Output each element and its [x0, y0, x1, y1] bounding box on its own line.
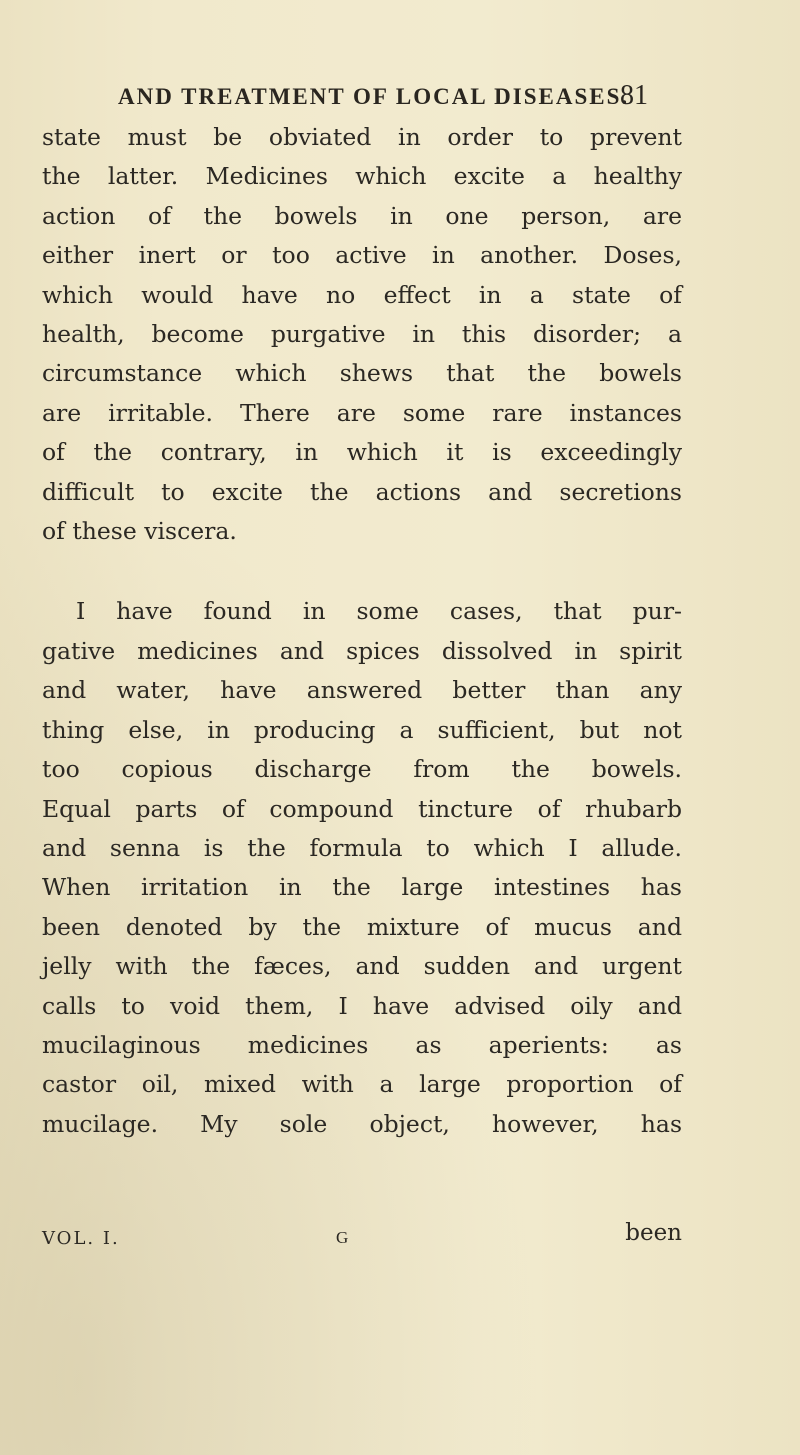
text-line: calls to void them, I have advised oily and [42, 991, 682, 1020]
text-line: circumstance which shews that the bowels [42, 359, 682, 388]
body-text [42, 118, 682, 1144]
text-line: I have found in some cases, that pur- [76, 597, 682, 626]
text-line: too copious discharge from the bowels. [42, 755, 682, 784]
text-line: difficult to excite the actions and secretions [42, 477, 682, 506]
text-line: of these viscera. [42, 517, 237, 546]
text-line: mucilaginous medicines as aperients: as [42, 1030, 682, 1059]
text-line: mucilage. My sole object, however, has [42, 1109, 682, 1138]
text-line: action of the bowels in one person, are [42, 201, 682, 230]
page-number: 81 [620, 80, 648, 111]
text-line: and water, have answered better than any [42, 676, 682, 705]
paragraph-spacer [42, 551, 682, 592]
text-line: thing else, in producing a sufficient, but not [42, 715, 682, 744]
signature-mark: G [336, 1228, 349, 1247]
text-line: jelly with the fæces, and sudden and urgent [42, 952, 682, 981]
text-line: are irritable. There are some rare instances [42, 398, 682, 427]
paragraph-1 [42, 118, 682, 551]
text-line: which would have no effect in a state of [42, 280, 682, 309]
text-line: Equal parts of compound tincture of rhubarb [42, 794, 682, 823]
text-line: castor oil, mixed with a large proportion of [42, 1070, 682, 1099]
text-line: gative medicines and spices dissolved in spirit [42, 636, 682, 665]
catchword: been [625, 1220, 682, 1246]
text-line: health, become purgative in this disorder; a [42, 320, 682, 349]
text-line: been denoted by the mixture of mucus and [42, 912, 682, 941]
paragraph-2 [42, 592, 682, 1144]
page-footer [42, 1222, 682, 1252]
text-line: of the contrary, in which it is exceedingly [42, 438, 682, 467]
text-line: and senna is the formula to which I allude. [42, 833, 682, 862]
running-header: AND TREATMENT OF LOCAL DISEASES. [118, 84, 630, 109]
volume-mark: VOL. I. [42, 1228, 120, 1249]
text-line: state must be obviated in order to prevent [42, 123, 682, 151]
text-line: When irritation in the large intestines has [42, 873, 682, 902]
text-line: either inert or too active in another. Doses, [42, 241, 682, 270]
text-line: the latter. Medicines which excite a healthy [42, 162, 682, 191]
